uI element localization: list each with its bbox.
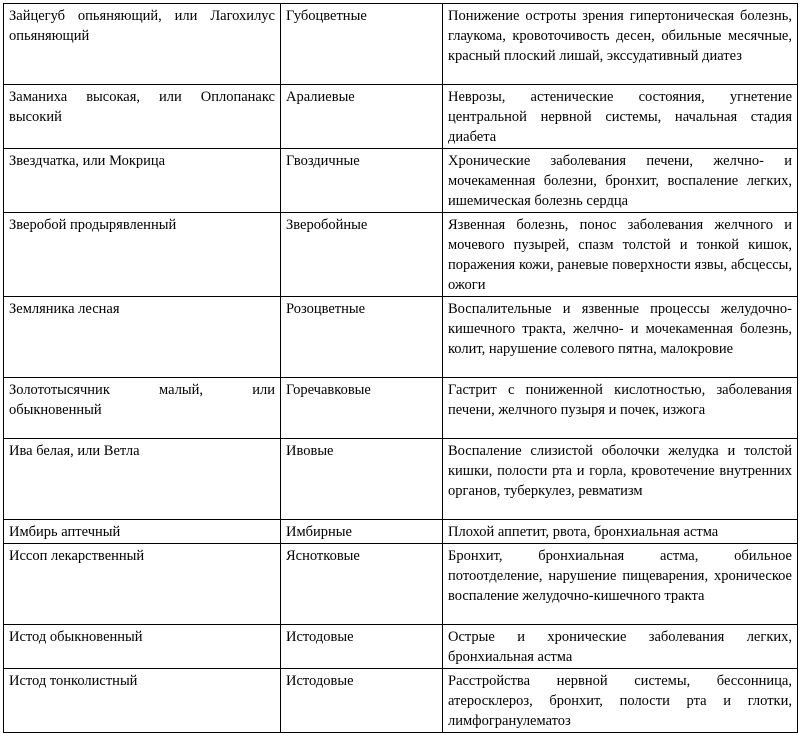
plant-use-cell: Язвенная болезнь, понос заболевания желчного и мочевого пузырей, спазм толстой и тонкой кишок, поражения кожи, раневые поверхности язвы, абсцессы, ожоги <box>443 213 798 297</box>
plant-name-cell: Истод тонколистный <box>4 669 281 733</box>
plant-family-cell: Зверобойные <box>281 213 443 297</box>
table-row <box>4 297 798 378</box>
plant-family-cell: Розоцветные <box>281 297 443 378</box>
plant-use-cell: Расстройства нервной системы, бессонница, атеросклероз, бронхит, полости рта и глотки, лимфогранулематоз <box>443 669 798 733</box>
plants-table <box>3 3 798 733</box>
plant-use-cell: Гастрит с пониженной кислотностью, заболевания печени, желчного пузыря и почек, изжога <box>443 378 798 439</box>
table-row <box>4 439 798 520</box>
plant-family-cell: Губоцветные <box>281 4 443 85</box>
table-row <box>4 85 798 149</box>
plant-use-cell: Хронические заболевания печени, желчно- и мочекаменная болезни, бронхит, воспаление легких, ишемическая болезнь сердца <box>443 149 798 213</box>
plant-family-cell: Имбирные <box>281 520 443 544</box>
plant-use-cell: Неврозы, астенические состояния, угнетение центральной нервной системы, начальная стадия диабета <box>443 85 798 149</box>
plant-name-cell: Имбирь аптечный <box>4 520 281 544</box>
plant-name-cell: Золототысячник малый, или обыкновенный <box>4 378 281 439</box>
plant-name-cell: Зайцегуб опьяняющий, или Лагохилус опьяняющий <box>4 4 281 85</box>
table-row <box>4 669 798 733</box>
plant-name-cell: Земляника лесная <box>4 297 281 378</box>
table-row <box>4 213 798 297</box>
table-row <box>4 378 798 439</box>
plant-use-cell: Понижение остроты зрения гипертоническая болезнь, глаукома, кровоточивость десен, обильные месячные, красный плоский лишай, экссудативный диатез <box>443 4 798 85</box>
plant-use-cell: Воспалительные и язвенные процессы желудочно-кишечного тракта, желчно- и мочекаменная болезнь, колит, нарушение солевого пятна, малокровие <box>443 297 798 378</box>
plant-use-cell: Острые и хронические заболевания легких, бронхиальная астма <box>443 625 798 669</box>
plant-family-cell: Истодовые <box>281 669 443 733</box>
plant-family-cell: Аралиевые <box>281 85 443 149</box>
plant-name-cell: Иссоп лекарственный <box>4 544 281 625</box>
plant-use-cell: Воспаление слизистой оболочки желудка и толстой кишки, полости рта и горла, кровотечение внутренних органов, туберкулез, ревматизм <box>443 439 798 520</box>
plant-name-cell: Зверобой продырявленный <box>4 213 281 297</box>
plant-family-cell: Горечавковые <box>281 378 443 439</box>
plant-name-cell: Ива белая, или Ветла <box>4 439 281 520</box>
table-row <box>4 544 798 625</box>
plant-use-cell: Бронхит, бронхиальная астма, обильное потоотделение, нарушение пищеварения, хроническое воспаление желудочно-кишечного тракта <box>443 544 798 625</box>
table-row <box>4 149 798 213</box>
table-row <box>4 4 798 85</box>
plant-name-cell: Звездчатка, или Мокрица <box>4 149 281 213</box>
plant-family-cell: Яснотковые <box>281 544 443 625</box>
plant-name-cell: Заманиха высокая, или Оплопанакс высокий <box>4 85 281 149</box>
table-row <box>4 625 798 669</box>
plant-family-cell: Истодовые <box>281 625 443 669</box>
plant-use-cell: Плохой аппетит, рвота, бронхиальная астма <box>443 520 798 544</box>
plant-family-cell: Ивовые <box>281 439 443 520</box>
plant-name-cell: Истод обыкновенный <box>4 625 281 669</box>
plant-family-cell: Гвоздичные <box>281 149 443 213</box>
table-row <box>4 520 798 544</box>
